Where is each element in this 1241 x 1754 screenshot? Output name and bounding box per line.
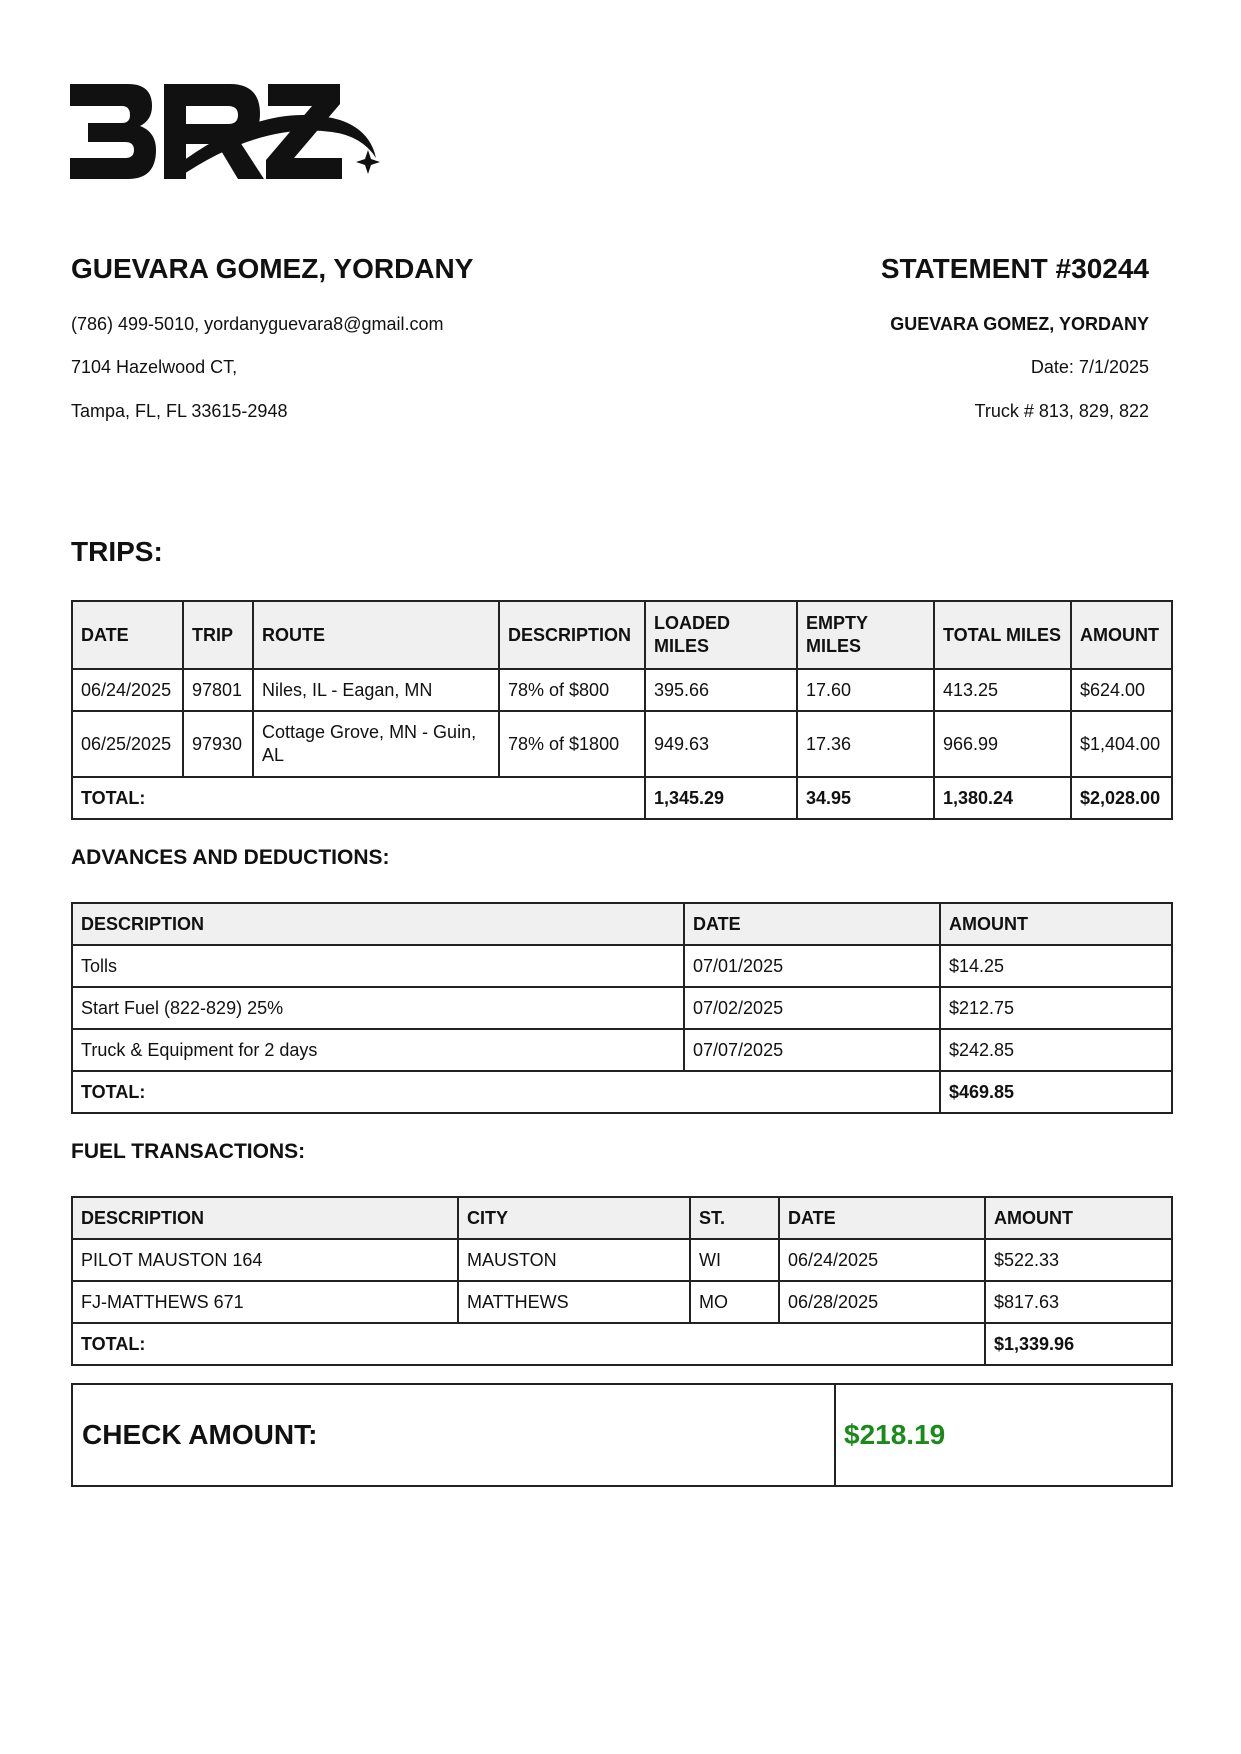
cell-description: 78% of $1800 (499, 711, 645, 777)
cell-date: 06/24/2025 (72, 669, 183, 711)
col-header: ROUTE (253, 601, 499, 669)
driver-address-line1: 7104 Hazelwood CT, (71, 357, 238, 377)
statement-info (589, 252, 1149, 421)
cell-description: Start Fuel (822-829) 25% (72, 987, 684, 1029)
total-label: TOTAL: (72, 777, 645, 819)
driver-info (71, 252, 631, 421)
col-header: DESCRIPTION (72, 903, 684, 945)
check-amount-value: $218.19 (844, 1419, 946, 1450)
col-header: ST. (690, 1197, 779, 1239)
col-header: EMPTY MILES (797, 601, 934, 669)
statement-date: Date: 7/1/2025 (1030, 357, 1149, 377)
cell-date: 06/24/2025 (779, 1239, 985, 1281)
cell-description: 78% of $800 (499, 669, 645, 711)
table-row (72, 711, 1172, 777)
cell-amount: $242.85 (940, 1029, 1172, 1071)
col-header: AMOUNT (985, 1197, 1172, 1239)
company-logo (70, 78, 380, 193)
deductions-table (71, 902, 1173, 1114)
statement-truck: Truck # 813, 829, 822 (974, 401, 1149, 421)
col-header: TRIP (183, 601, 253, 669)
deductions-total-row (72, 1071, 1172, 1113)
cell-description: Truck & Equipment for 2 days (72, 1029, 684, 1071)
cell-trip: 97930 (183, 711, 253, 777)
table-row (72, 1239, 1172, 1281)
total-loaded-miles: 1,345.29 (645, 777, 797, 819)
table-row (72, 1029, 1172, 1071)
table-row (72, 987, 1172, 1029)
check-amount-box (71, 1383, 1173, 1487)
cell-date: 07/01/2025 (684, 945, 940, 987)
cell-state: MO (690, 1281, 779, 1323)
driver-name: GUEVARA GOMEZ, YORDANY (71, 253, 474, 284)
col-header: CITY (458, 1197, 690, 1239)
total-label: TOTAL: (72, 1071, 940, 1113)
trips-header-row (72, 601, 1172, 669)
cell-trip: 97801 (183, 669, 253, 711)
cell-empty-miles: 17.36 (797, 711, 934, 777)
cell-date: 06/28/2025 (779, 1281, 985, 1323)
cell-date: 07/02/2025 (684, 987, 940, 1029)
deductions-header-row (72, 903, 1172, 945)
cell-amount: $624.00 (1071, 669, 1172, 711)
total-empty-miles: 34.95 (797, 777, 934, 819)
fuel-total-row (72, 1323, 1172, 1365)
cell-route: Niles, IL - Eagan, MN (253, 669, 499, 711)
statement-name: GUEVARA GOMEZ, YORDANY (890, 314, 1149, 334)
cell-city: MAUSTON (458, 1239, 690, 1281)
cell-description: FJ-MATTHEWS 671 (72, 1281, 458, 1323)
statement-title: STATEMENT #30244 (880, 253, 1149, 284)
cell-total-miles: 413.25 (934, 669, 1071, 711)
col-header: LOADED MILES (645, 601, 797, 669)
cell-route: Cottage Grove, MN - Guin, AL (253, 711, 499, 777)
cell-city: MATTHEWS (458, 1281, 690, 1323)
cell-description: Tolls (72, 945, 684, 987)
trips-table (71, 600, 1173, 820)
table-row (72, 945, 1172, 987)
total-label: TOTAL: (72, 1323, 985, 1365)
col-header: AMOUNT (940, 903, 1172, 945)
fuel-table (71, 1196, 1173, 1366)
total-amount: $1,339.96 (985, 1323, 1172, 1365)
cell-loaded-miles: 949.63 (645, 711, 797, 777)
cell-amount: $522.33 (985, 1239, 1172, 1281)
cell-loaded-miles: 395.66 (645, 669, 797, 711)
total-amount: $469.85 (940, 1071, 1172, 1113)
cell-amount: $817.63 (985, 1281, 1172, 1323)
col-header: DESCRIPTION (499, 601, 645, 669)
col-header: DESCRIPTION (72, 1197, 458, 1239)
cell-amount: $1,404.00 (1071, 711, 1172, 777)
total-amount: $2,028.00 (1071, 777, 1172, 819)
fuel-heading: FUEL TRANSACTIONS: (71, 1140, 306, 1163)
fuel-header-row (72, 1197, 1172, 1239)
table-row (72, 1281, 1172, 1323)
col-header: TOTAL MILES (934, 601, 1071, 669)
cell-amount: $14.25 (940, 945, 1172, 987)
total-total-miles: 1,380.24 (934, 777, 1071, 819)
col-header: DATE (684, 903, 940, 945)
col-header: DATE (779, 1197, 985, 1239)
cell-description: PILOT MAUSTON 164 (72, 1239, 458, 1281)
deductions-heading: ADVANCES AND DEDUCTIONS: (71, 846, 390, 869)
trips-heading: TRIPS: (71, 536, 163, 567)
col-header: DATE (72, 601, 183, 669)
cell-date: 07/07/2025 (684, 1029, 940, 1071)
trips-total-row (72, 777, 1172, 819)
col-header: AMOUNT (1071, 601, 1172, 669)
cell-empty-miles: 17.60 (797, 669, 934, 711)
check-amount-label: CHECK AMOUNT: (73, 1385, 836, 1485)
cell-state: WI (690, 1239, 779, 1281)
cell-date: 06/25/2025 (72, 711, 183, 777)
driver-address-line2: Tampa, FL, FL 33615-2948 (71, 401, 288, 421)
table-row (72, 669, 1172, 711)
cell-amount: $212.75 (940, 987, 1172, 1029)
driver-contact: (786) 499-5010, yordanyguevara8@gmail.com (71, 314, 444, 334)
cell-total-miles: 966.99 (934, 711, 1071, 777)
